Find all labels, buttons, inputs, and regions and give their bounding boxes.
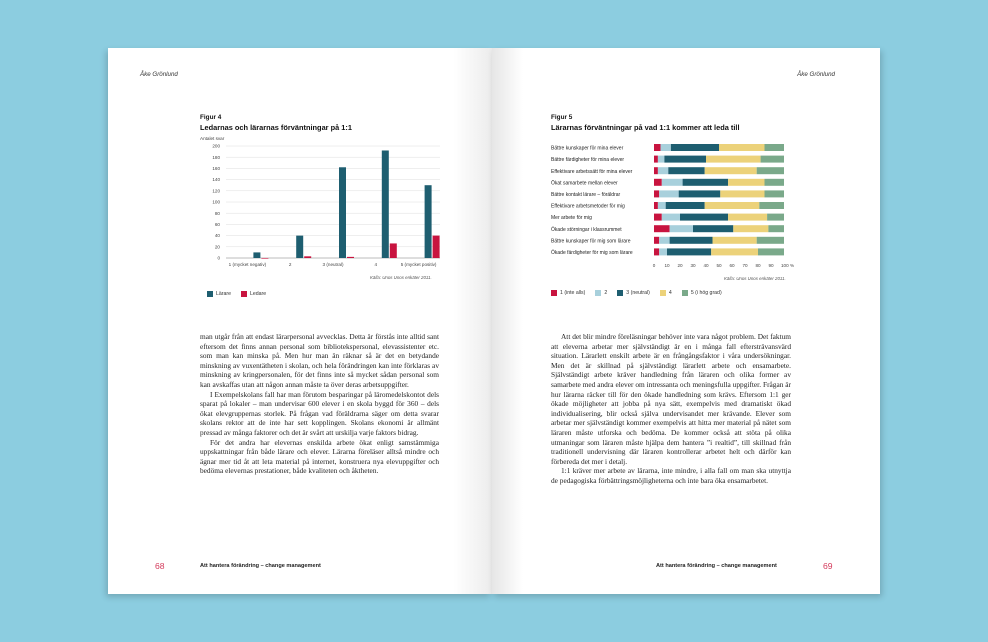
- bar-ledare: [390, 243, 397, 258]
- legend-item: [595, 290, 607, 296]
- bar-segment: [711, 248, 758, 255]
- body-text: [551, 332, 791, 486]
- legend-label: 1 (inte alls): [560, 290, 586, 296]
- legend-label: 5 (i hög grad): [690, 290, 722, 296]
- legend-item-ledare: [241, 291, 266, 297]
- x-tick-label: 60: [729, 263, 735, 268]
- y-tick-label: 20: [214, 244, 220, 250]
- y-tick-label: 60: [214, 222, 220, 227]
- legend-swatch: [617, 290, 623, 296]
- bar-chart: [196, 140, 446, 270]
- bar-ledare: [261, 258, 268, 259]
- bar-segment: [706, 156, 761, 163]
- bar-segment: [705, 202, 760, 209]
- page-number: 69: [823, 561, 833, 571]
- bar-ledare: [347, 257, 354, 258]
- legend-item-larare: [207, 291, 231, 297]
- bar-segment: [662, 179, 683, 186]
- legend-swatch: [551, 290, 557, 296]
- bar-larare: [253, 252, 260, 258]
- x-tick-label: 1 (mycket negativ): [228, 262, 267, 267]
- category-label: Ökade störningar i klassrummet: [551, 226, 622, 233]
- x-tick-label: 2: [288, 262, 292, 267]
- bar-segment: [705, 167, 757, 174]
- y-tick-label: 40: [214, 233, 220, 239]
- chart-legend: [207, 291, 266, 297]
- legend-label: 3 (neutral): [626, 290, 650, 296]
- legend-swatch-crimson: [241, 291, 247, 297]
- left-page: [108, 48, 492, 594]
- bar-segment: [765, 179, 785, 186]
- bar-larare: [425, 185, 432, 258]
- y-tick-label: 160: [212, 166, 220, 171]
- bar-ledare: [433, 236, 440, 258]
- bar-larare: [296, 236, 303, 258]
- bar-larare: [382, 150, 389, 258]
- page-footer: Att hantera förändring – change management: [656, 563, 777, 569]
- paragraph: man utgår från att endast lärarpersonal avvecklas. Detta är förstås inte alltid sant eftersom det finns annan personal som bibliotekspersonal, elevassistenter etc. som man kan minska på. Men hur man än räknar så är det en betydande minskning av vuxentätheten i skolan, och hela förändringen kan inte förklaras av minskning av kringpersonalen, för det finns inte så mycket sådan personal som kan avskaffas utan att någon annan måste ta över deras arbetsuppgifter.: [200, 332, 439, 389]
- bar-segment: [654, 225, 670, 232]
- bar-segment: [654, 179, 662, 186]
- bar-segment: [670, 225, 693, 232]
- bar-segment: [767, 214, 784, 221]
- bar-segment: [654, 248, 659, 255]
- bar-segment: [658, 167, 668, 174]
- y-tick-label: 180: [212, 154, 220, 160]
- legend-swatch: [660, 290, 666, 296]
- y-axis-label: Antalet svar: [200, 136, 225, 141]
- bar-segment: [666, 202, 705, 209]
- legend-label: Lärare: [216, 291, 231, 297]
- bar-segment: [680, 214, 728, 221]
- x-tick-label: 0: [652, 263, 656, 268]
- legend-label: 4: [668, 290, 672, 296]
- y-tick-label: 80: [214, 210, 220, 216]
- bar-ledare: [304, 256, 311, 258]
- figure-label: Figur 4: [200, 114, 222, 121]
- y-tick-label: 100: [212, 199, 220, 205]
- figure-title: Lärarnas förväntningar på vad 1:1 kommer att leda till: [551, 123, 740, 132]
- bar-segment: [659, 237, 669, 244]
- x-tick-label: 10: [664, 263, 670, 268]
- legend-label: 2: [604, 290, 608, 296]
- x-tick-label: 80: [755, 263, 761, 268]
- bar-segment: [683, 179, 729, 186]
- figure-source: Källa: Unos Unos enkäter 2011.: [370, 275, 432, 280]
- bar-segment: [667, 248, 711, 255]
- x-tick-label: 20: [677, 263, 683, 268]
- category-label: Bättre kontakt lärare – föräldrar: [551, 192, 621, 198]
- bar-segment: [733, 225, 768, 232]
- legend-item: [682, 290, 722, 296]
- bar-segment: [654, 144, 661, 151]
- category-label: Effektivare arbetsmetoder för mig: [551, 203, 625, 210]
- x-tick-label: 70: [742, 263, 748, 268]
- bar-segment: [679, 190, 721, 197]
- legend-swatch-teal: [207, 291, 213, 297]
- category-label: Bättre färdigheter för mina elever: [551, 157, 625, 164]
- x-tick-label: 30: [690, 263, 696, 268]
- category-label: Effektivare arbetssätt för mina elever: [551, 168, 633, 175]
- x-tick-label: 50: [716, 263, 722, 268]
- category-label: Ökat samarbete mellan elever: [551, 180, 618, 187]
- category-label: Ökade färdigheter för mig som lärare: [551, 250, 633, 256]
- legend-item: [660, 290, 672, 296]
- legend-item: [617, 290, 650, 296]
- running-header: Åke Grönlund: [140, 71, 178, 78]
- legend-swatch: [595, 290, 601, 296]
- bar-segment: [759, 202, 784, 209]
- bar-segment: [758, 248, 784, 255]
- y-tick-label: 140: [212, 177, 220, 183]
- right-page: [492, 48, 880, 594]
- bar-segment: [658, 156, 665, 163]
- bar-segment: [661, 144, 671, 151]
- x-tick-label: 100 %: [781, 263, 795, 268]
- bar-segment: [765, 190, 785, 197]
- bar-segment: [757, 237, 784, 244]
- stacked-bar-chart: [550, 144, 810, 274]
- bar-segment: [662, 214, 680, 221]
- category-label: Bättre kunskaper för mig som lärare: [551, 238, 631, 245]
- bar-segment: [659, 190, 679, 197]
- bar-segment: [654, 214, 662, 221]
- bar-segment: [728, 214, 767, 221]
- x-tick-label: 3 (neutral): [322, 262, 344, 267]
- paragraph: 1:1 kräver mer arbete av lärarna, inte mindre, i alla fall om man ska utnyttja de pedagogiska förbättringsmöjligheterna och inte bara öka ensamarbetet.: [551, 466, 791, 485]
- bar-segment: [654, 237, 659, 244]
- y-tick-label: 120: [212, 188, 220, 194]
- bar-segment: [728, 179, 764, 186]
- figure-title: Ledarnas och lärarnas förväntningar på 1:1: [200, 123, 352, 132]
- category-label: Mer arbete för mig: [551, 215, 592, 222]
- bar-segment: [768, 225, 784, 232]
- body-text: [200, 332, 439, 476]
- page-number: 68: [155, 561, 165, 571]
- bar-segment: [668, 167, 704, 174]
- figure-label: Figur 5: [551, 114, 573, 121]
- legend-label: Ledare: [250, 291, 267, 297]
- paragraph: För det andra har elevernas enskilda arbete ökat enligt samstämmiga uppskattningar från både lärare och elever. Lärarna föreläser alltså mindre och ägnar mer tid åt att leta material på internet, konstruera nya elevuppgifter och bedöma elevernas prestationer, både kvaliteten och åktheten.: [200, 437, 439, 476]
- y-tick-label: 0: [217, 255, 220, 261]
- category-label: Bättre kunskaper för mina elever: [551, 145, 624, 152]
- running-header: Åke Grönlund: [797, 71, 835, 78]
- bar-segment: [693, 225, 733, 232]
- page-footer: Att hantera förändring – change management: [200, 563, 321, 569]
- paragraph: Att det blir mindre föreläsningar behöver inte vara något problem. Det faktum att eleverna arbetar mer självständigt är en i många fall eftersträvansvärd situation. Lärarlett enskilt arbete är en frångångsfaktor i våra undersökningar. Men det är skillnad på självständigt lärarlett arbete och ensamarbete. Självständigt arbete kräver handledning från läraren och olika former av samarbete med andra elever om intressanta och meningsfulla uppgifter. Frågan är hur lärarna räcker till för den ökade handledning som krävs. Eftersom 1:1 ger ökade möjligheter att jobba på nya sätt, exempelvis med dramatiskt ökad individualisering, blir också själva undervisandet mer krävande. Elever som arbetar mer självständigt kommer exempelvis att hitta mer material på nätet som läraren måste utforska och bedöma. De kommer också att stöta på olika utmaningar som läraren måste hjälpa dem hantera ”i realtid”, till skillnad från traditionell undervisning där läraren kontrollerar arbetet helt och därför kan förbereda det mer i detalj.: [551, 332, 791, 466]
- bar-segment: [761, 156, 784, 163]
- figure-source: Källa: Unos Unos enkäter 2011.: [724, 276, 786, 281]
- bar-segment: [654, 167, 658, 174]
- bar-segment: [765, 144, 785, 151]
- legend-swatch: [682, 290, 688, 296]
- x-tick-label: 5 (mycket positiv): [400, 262, 437, 267]
- bar-segment: [659, 248, 667, 255]
- x-tick-label: 90: [768, 263, 774, 268]
- bar-segment: [713, 237, 757, 244]
- chart-legend: [551, 290, 722, 296]
- y-tick-label: 200: [212, 143, 220, 149]
- bar-segment: [654, 202, 658, 209]
- x-tick-label: 4: [374, 262, 378, 267]
- legend-item: [551, 290, 585, 296]
- x-tick-label: 40: [703, 263, 709, 268]
- bar-segment: [719, 144, 765, 151]
- bar-segment: [658, 202, 666, 209]
- bar-segment: [670, 237, 713, 244]
- bar-segment: [720, 190, 764, 197]
- bar-larare: [339, 167, 346, 258]
- bar-segment: [757, 167, 784, 174]
- paragraph: I Exempelskolans fall har man förutom besparingar på läromedelskontot dels sparat på lokaler – man undervisar 600 elever i en skola byggd för 360 – dels ökat elevgruppernas storlek. På frågan vad föräldrarna säger om detta svarar skolans rektor att de inte har sett kopplingen. Skolans ekonomi är allmänt pressad av många faktorer och det är svårt att urskilja varje faktors bidrag.: [200, 389, 439, 437]
- bar-segment: [671, 144, 719, 151]
- bar-segment: [654, 156, 658, 163]
- bar-segment: [654, 190, 659, 197]
- bar-segment: [664, 156, 706, 163]
